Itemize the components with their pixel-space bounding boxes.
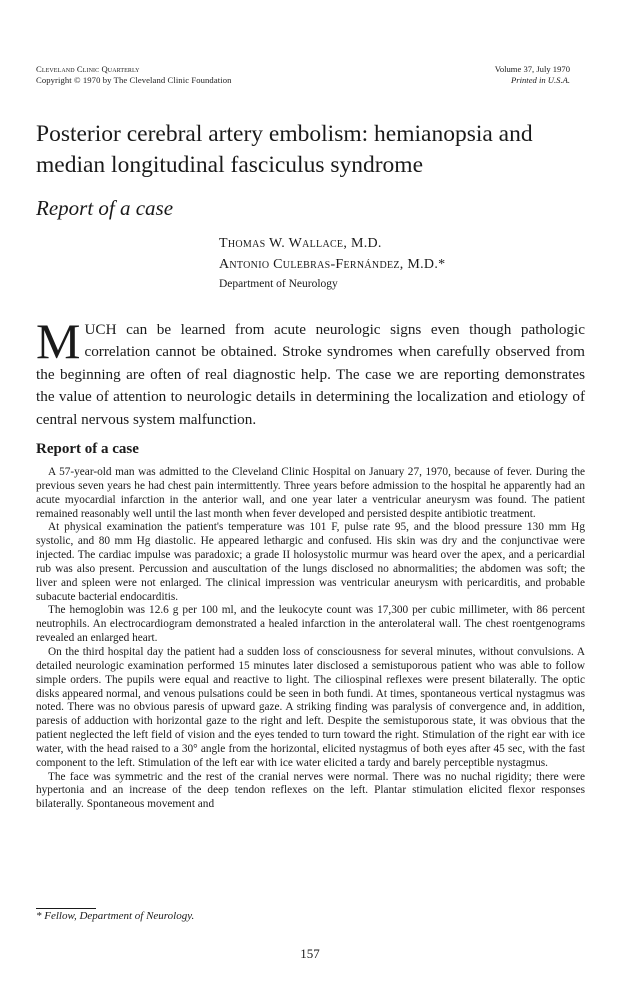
body-paragraph: The face was symmetric and the rest of the cranial nerves were normal. There was no nuchal rigidity; there were hypertonia and an increase of the deep tendon reflexes on the left. Plantar stimulation elicited flexor responses bilaterally. Spontaneous movement and xyxy=(36,770,585,811)
body-paragraph: A 57-year-old man was admitted to the Cleveland Clinic Hospital on January 27, 1970, because of fever. During the previous seven years he had chest pain intermittently. Three years before admission to the hospital he apparently had an acute myocardial infarction in the anterior wall, and one year later a ventricular aneurysm was found. The patient remained reasonably well until the last month when fever developed and persisted despite antibiotic treatment. xyxy=(36,466,585,520)
volume-line: Volume 37, July 1970 xyxy=(494,64,570,74)
body-paragraph: At physical examination the patient's temperature was 101 F, pulse rate 95, and the blood pressure 130 mm Hg systolic, and 80 mm Hg diastolic. He appeared lethargic and confused. His skin was dry and the conjunctivae were injected. The cardiac impulse was paradoxic; a grade II holosystolic murmur was heard over the apex, and a pericardial rub was also present. Percussion and auscultation of the lungs disclosed no abnormalities; the abdomen was soft; the liver and spleen were not enlarged. The clinical impression was ventricular aneurysm with pericarditis, and probable subacute bacterial endocarditis. xyxy=(36,521,585,603)
drop-cap: M xyxy=(36,313,81,369)
intro-paragraph xyxy=(36,313,585,431)
body-paragraph: The hemoglobin was 12.6 g per 100 ml, and the leukocyte count was 17,300 per cubic millimeter, with 86 percent neutrophils. An electrocardiogram demonstrated a healed infarction in the anterolateral wall. The chest roentgenograms revealed an enlarged heart. xyxy=(36,604,585,645)
footnote-rule xyxy=(36,908,96,909)
printed-line: Printed in U.S.A. xyxy=(511,75,570,85)
article-title: Posterior cerebral artery embolism: hemianopsia and median longitudinal fasciculus syndrome xyxy=(36,121,533,178)
author-name: Thomas W. Wallace, M.D. xyxy=(219,236,382,251)
author-department: Department of Neurology xyxy=(219,278,338,290)
body-paragraph: On the third hospital day the patient had a sudden loss of consciousness for several minutes, without convulsions. A detailed neurologic examination performed 15 minutes later disclosed a semistuporous patient who was able to follow simple orders. The pupils were equal and reactive to light. The ciliospinal reflexes were present bilaterally. The optic disks appeared normal, and venous pulsations could be seen in both fundi. At times, spontaneous vertical nystagmus was noted. There was no obvious paresis of upward gaze. A striking finding was paralysis of convergence and, in addition, paresis of adduction with horizontal gaze to the right and left. Despite the semistuporous state, it was obvious that the patient neglected the left field of vision and the eyes tended to turn toward the right. Stimulation of the right ear with ice water, with the head raised to a 30° angle from the horizontal, elicited nystagmus of both eyes after 45 sec, with the fast component to the left. Stimulation of the left ear with ice water elicited a tardy and barely perceptible nystagmus. xyxy=(36,645,585,769)
copyright-line: Copyright © 1970 by The Cleveland Clinic Foundation xyxy=(36,75,232,85)
section-heading: Report of a case xyxy=(36,441,139,457)
author-name: Antonio Culebras-Fernández, M.D.* xyxy=(219,257,446,272)
intro-text: UCH can be learned from acute neurologic signs even though pathologic correlation cannot be obtained. Stroke syndromes when carefully observed from the beginning are often of real diagnostic help. The case we are reporting demonstrates the value of attention to neurologic details in determining the localization and etiology of central nervous system malfunction. xyxy=(36,321,585,428)
journal-header-right xyxy=(495,64,570,86)
journal-header-left xyxy=(36,64,232,86)
footnote: * Fellow, Department of Neurology. xyxy=(36,910,195,922)
page-number: 157 xyxy=(300,946,320,961)
journal-name: Cleveland Clinic Quarterly xyxy=(36,64,140,74)
author-block xyxy=(219,233,445,293)
article-subtitle: Report of a case xyxy=(36,196,174,220)
body-text xyxy=(36,466,585,812)
